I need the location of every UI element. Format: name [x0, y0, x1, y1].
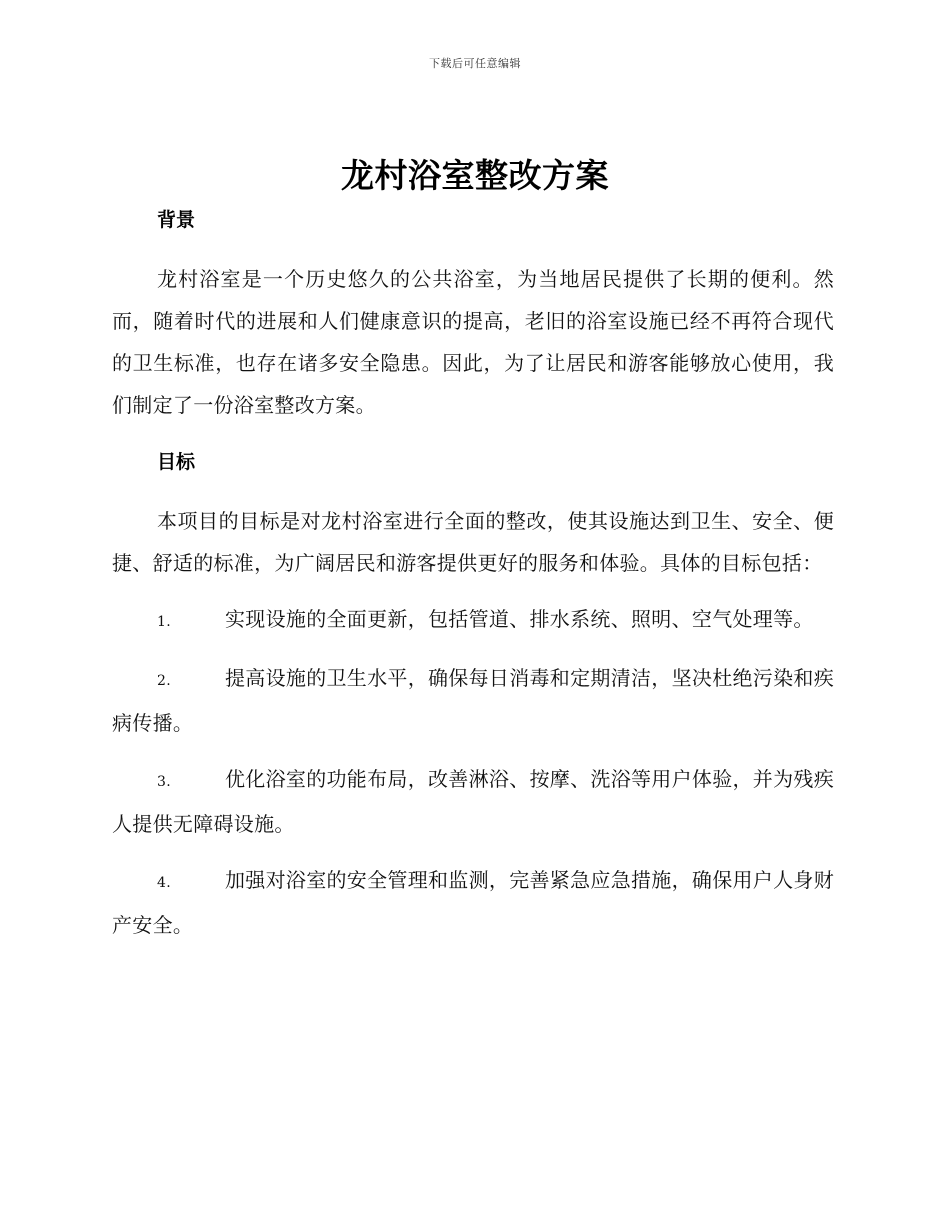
- goal-text: 优化浴室的功能布局，改善淋浴、按摩、洗浴等用户体验，并为残疾人提供无障碍设施。: [112, 767, 834, 836]
- goal-number: 4.: [157, 875, 171, 891]
- goals-list: [112, 598, 834, 946]
- goal-item: [112, 598, 834, 643]
- goal-text: 加强对浴室的安全管理和监测，完善紧急应急措施，确保用户人身财产安全。: [112, 868, 834, 937]
- goal-text: 实现设施的全面更新，包括管道、排水系统、照明、空气处理等。: [225, 607, 814, 631]
- goal-text: 提高设施的卫生水平，确保每日消毒和定期清洁，坚决杜绝污染和疾病传播。: [112, 666, 834, 735]
- goal-number: 1.: [157, 614, 171, 630]
- section-paragraph-background: 龙村浴室是一个历史悠久的公共浴室，为当地居民提供了长期的便利。然而，随着时代的进展和人们健康意识的提高，老旧的浴室设施已经不再符合现代的卫生标准，也存在诸多安全隐患。因此，为了让居民和游客能够放心使用，我们制定了一份浴室整改方案。: [112, 267, 834, 417]
- goal-number: 2.: [157, 673, 171, 689]
- goal-item: [112, 758, 834, 845]
- section-heading-goals: 目标: [157, 451, 196, 473]
- page-header-note: 下载后可任意编辑: [429, 57, 521, 70]
- goal-item: [112, 657, 834, 744]
- section-heading-background: 背景: [157, 209, 196, 231]
- document-body: [112, 204, 834, 960]
- document-title: 龙村浴室整改方案: [341, 156, 609, 195]
- goal-number: 3.: [157, 774, 171, 790]
- goal-item: [112, 859, 834, 946]
- section-paragraph-goals: 本项目的目标是对龙村浴室进行全面的整改，使其设施达到卫生、安全、便捷、舒适的标准，为广阔居民和游客提供更好的服务和体验。具体的目标包括：: [112, 509, 834, 575]
